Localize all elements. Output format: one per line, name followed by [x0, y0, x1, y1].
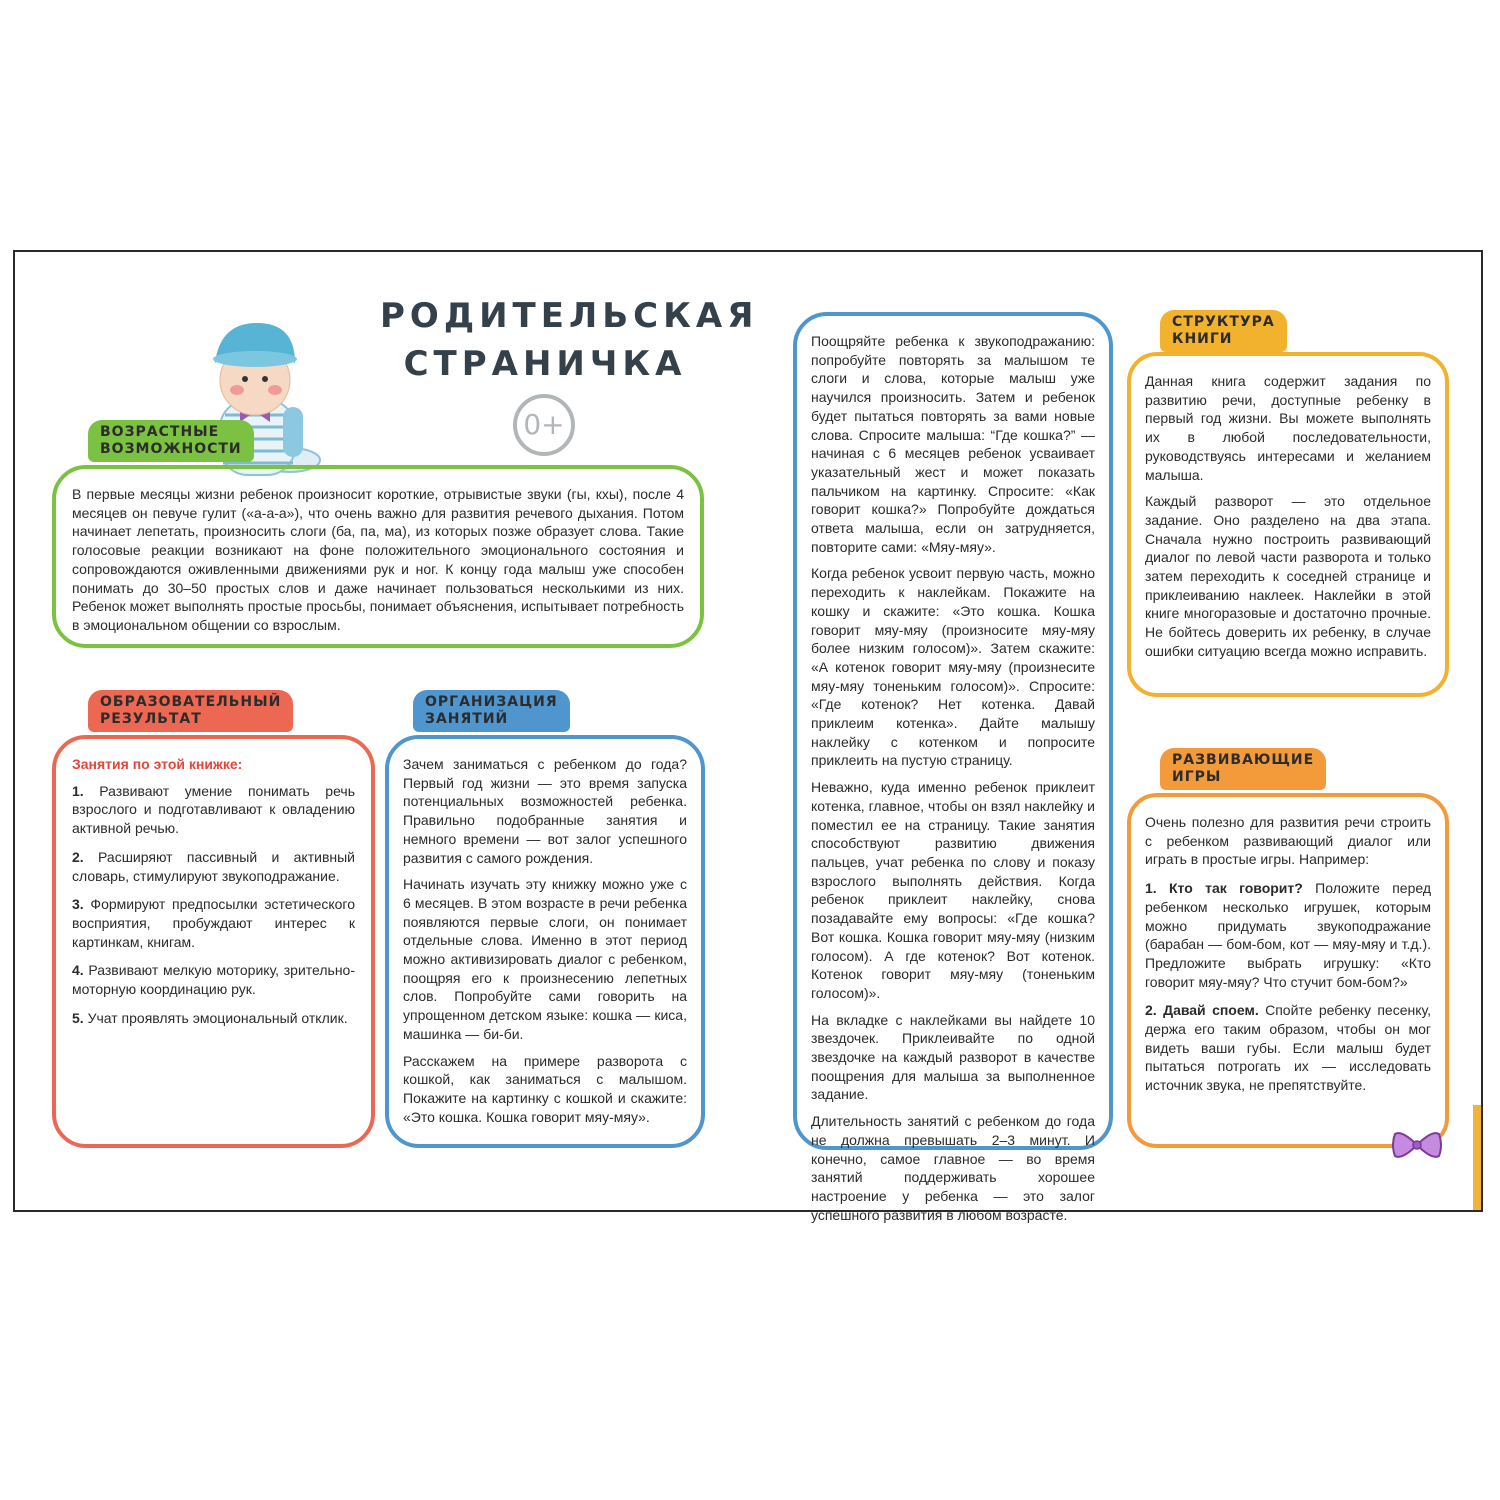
list-item [1145, 879, 1431, 991]
tag-educational-result [88, 690, 293, 732]
middle-paragraph: Когда ребенок усвоит первую часть, можно переходить к наклейкам. Покажите на кошку и скажите: «Это кошка. Кошка говорит мяу-мяу (произносите мяу-мяу более низким голосом)». Затем скажите: «А котенок говорит мяу-мяу (произнесите мяу-мяу тоненьким голосом)». Спросите: «Где котенок? Нет котенка. Давай приклеим котенка». Дайте малышу наклейку с котенком и попросите приклеить на пустую страницу. [811, 565, 1095, 769]
baby-arm [283, 407, 303, 457]
title-line-1: РОДИТЕЛЬСКАЯ [380, 296, 759, 336]
list-item [72, 1009, 355, 1028]
baby-cheek-left [230, 385, 244, 395]
item-text: Формируют предпосылки эстетического восприятия, пробуждают интерес к картинкам, книгам. [72, 896, 356, 950]
box-lesson-organization [385, 735, 705, 1148]
list-item [1145, 1001, 1431, 1095]
item-number: 5. [72, 1009, 84, 1026]
tag-developing-games [1160, 748, 1326, 790]
item-text: Учат проявлять эмоциональный отклик. [87, 1009, 348, 1026]
middle-paragraph: Поощряйте ребенка к звукоподражанию: попробуйте повторять за малышом те слоги и слова, которые малыш уже научился произносить. Затем и ребенок будет пытаться повторять за вами новые слова. Спросите малыша: “Где кошка?” — начиная с 6 месяцев ребенок усваивает указательный жест и может показать пальчиком на картинку. Спросите: «Как говорит кошка?» Попробуйте дождаться ответа малыша, если он затрудняется, повторите сами: «Мяу-мяу». [811, 333, 1095, 555]
list-item [72, 895, 355, 951]
org-paragraph: Расскажем на примере разворота с кошкой, как заниматься с малышом. Покажите на картинку с кошкой и скажите: «Это кошка. Кошка говорит мяу-мяу». [403, 1052, 687, 1125]
middle-paragraph: Неважно, куда именно ребенок приклеит котенка, главное, чтобы он взял наклейку и поместил ее на страницу. Такие занятия способствуют развитию движения пальцев, учат ребенка по слову и показу взрослого выполнять действия. Когда ребенок приклеит наклейку, снова позадавайте ему вопросы: «Где кошка? Вот кошка. Кошка говорит мяу-мяу (низким голосом). А где котенок? Вот котенок. Котенок говорит мяу-мяу (тоненьким голосом)». [811, 779, 1095, 1001]
item-number: 2. [72, 848, 84, 865]
hat-brim [213, 351, 297, 367]
page-edge-strip [1473, 1105, 1481, 1210]
item-text: Расширяют пассивный и активный словарь, стимулируют звукоподражание. [72, 848, 355, 884]
tag-line: КНИГИ [1172, 331, 1233, 347]
tag-book-structure [1160, 310, 1287, 352]
tag-age-opportunities [88, 420, 254, 462]
tag-line: ИГРЫ [1172, 769, 1222, 785]
tag-line: ОБРАЗОВАТЕЛЬНЫЙ [100, 694, 282, 710]
age-text: В первые месяцы жизни ребенок произносит короткие, отрывистые звуки (гы, кхы), после 4 месяцев он певуче гулит («а-а-а»), что очень важно для развития речевого дыхания. Потом начинает лепетать, произносить слоги (ба, па, ма), из которых позже образует слова. Такие голосовые реакции возникают на фоне положительного эмоционального состояния и сопровождаются оживленными движениями рук и ног. К концу года малыш уже способен понимать до 30–50 простых слов и даже начинает пользоваться несколькими из них. Ребенок может выполнять простые просьбы, понимает объяснения, испытывает потребность в эмоциональном общении со взрослым. [72, 486, 684, 633]
item-number: 1. [1145, 880, 1157, 897]
tag-lesson-organization [413, 690, 570, 732]
tag-line: РЕЗУЛЬТАТ [100, 711, 202, 727]
tag-line: РАЗВИВАЮЩИЕ [1172, 752, 1315, 768]
middle-paragraph: Длительность занятий с ребенком до года не должна превышать 2–3 минут. И конечно, самое главное — во время занятий поддерживать хорошее настроение у ребенка — это залог успешного развития в любом возрасте. [811, 1113, 1095, 1223]
item-text: Развивают умение понимать речь взрослого и подготавливают к овладению активной речью. [72, 782, 355, 837]
middle-paragraph: На вкладке с наклейками вы найдете 10 звездочек. Приклеивайте по одной звездочке на каждый разворот в качестве поощрения для малыша за выполненное задание. [811, 1011, 1095, 1103]
baby-cheek-right [268, 385, 282, 395]
box-lesson-details [793, 312, 1113, 1223]
age-badge: 0+ [513, 394, 575, 456]
structure-paragraph: Каждый разворот — это отдельное задание. Оно разделено на два этапа. Сначала нужно построить развивающий диалог по левой части разворота и только затем переходить к соседней странице и приклеиванию наклеек. Наклейки в этой книге многоразовые и достаточно прочные. Не бойтесь доверить их ребенку, в случае ошибки ситуацию всегда можно исправить. [1145, 493, 1431, 659]
tag-line: СТРУКТУРА [1172, 314, 1275, 330]
tag-line: ОРГАНИЗАЦИЯ [425, 694, 558, 710]
box-age-opportunities [52, 465, 704, 648]
games-intro: Очень полезно для развития речи строить с ребенком развивающий диалог или играть в простые игры. Например: [1145, 814, 1431, 868]
structure-paragraph: Данная книга содержит задания по развитию речи, доступные ребенку в первый год жизни. Вы можете выполнять их в любой последовательности, руководствуясь интересами и желанием малыша. [1145, 373, 1431, 483]
baby-eye-right [262, 376, 268, 382]
tag-line: ВОЗМОЖНОСТИ [100, 441, 242, 457]
box-developing-games [1127, 793, 1449, 1148]
bow-icon [1392, 1128, 1442, 1162]
list-item [72, 848, 355, 885]
baby-eye-left [242, 376, 248, 382]
tag-line: ВОЗРАСТНЫЕ [100, 424, 220, 440]
item-text: Развивают мелкую моторику, зрительно-моторную координацию рук. [72, 962, 355, 998]
item-text: Спойте ребенку песенку, держа его таким образом, чтобы он мог видеть ваши губы. Если малыш будет пытаться потрогать их — исследовать источник звука, не препятствуйте. [1145, 1002, 1431, 1094]
org-paragraph: Начинать изучать эту книжку можно уже с 6 месяцев. В этом возрасте в речи ребенка появляются первые слоги, он понимает отдельные слова. Именно в этот период можно активизировать диалог с ребенком, поощряя его к произнесению лепетных слов. Попробуйте сами говорить на упрощенном детском языке: кошка — киса, машинка — би-би. [403, 876, 687, 1042]
edu-heading: Занятия по этой книжке: [72, 756, 243, 772]
list-item [72, 961, 355, 998]
org-paragraph: Зачем заниматься с ребенком до года? Первый год жизни — это время запуска потенциальных возможностей ребенка. Правильно подобранные занятия и немного времени — вот залог успешного развития с самого рождения. [403, 756, 687, 866]
page-title [380, 292, 759, 388]
list-item [72, 782, 355, 838]
item-text: Положите перед ребенком несколько игрушек, которым можно придумать звукоподражание (барабан — бом-бом, кот — мяу-мяу и т.д.). Предложите выбрать игрушку: «Кто говорит мяу-мяу? Что стучит бом-бом?» [1145, 880, 1431, 990]
tag-line: ЗАНЯТИЙ [425, 711, 509, 727]
box-book-structure [1127, 352, 1449, 697]
item-title: Кто так говорит? [1169, 880, 1303, 897]
item-title: Давай споем. [1163, 1002, 1259, 1019]
item-number: 3. [72, 896, 84, 913]
item-number: 4. [72, 962, 84, 979]
item-number: 1. [72, 782, 84, 799]
item-number: 2. [1145, 1002, 1157, 1019]
box-educational-result [52, 735, 375, 1148]
title-line-2: СТРАНИЧКА [403, 344, 687, 384]
